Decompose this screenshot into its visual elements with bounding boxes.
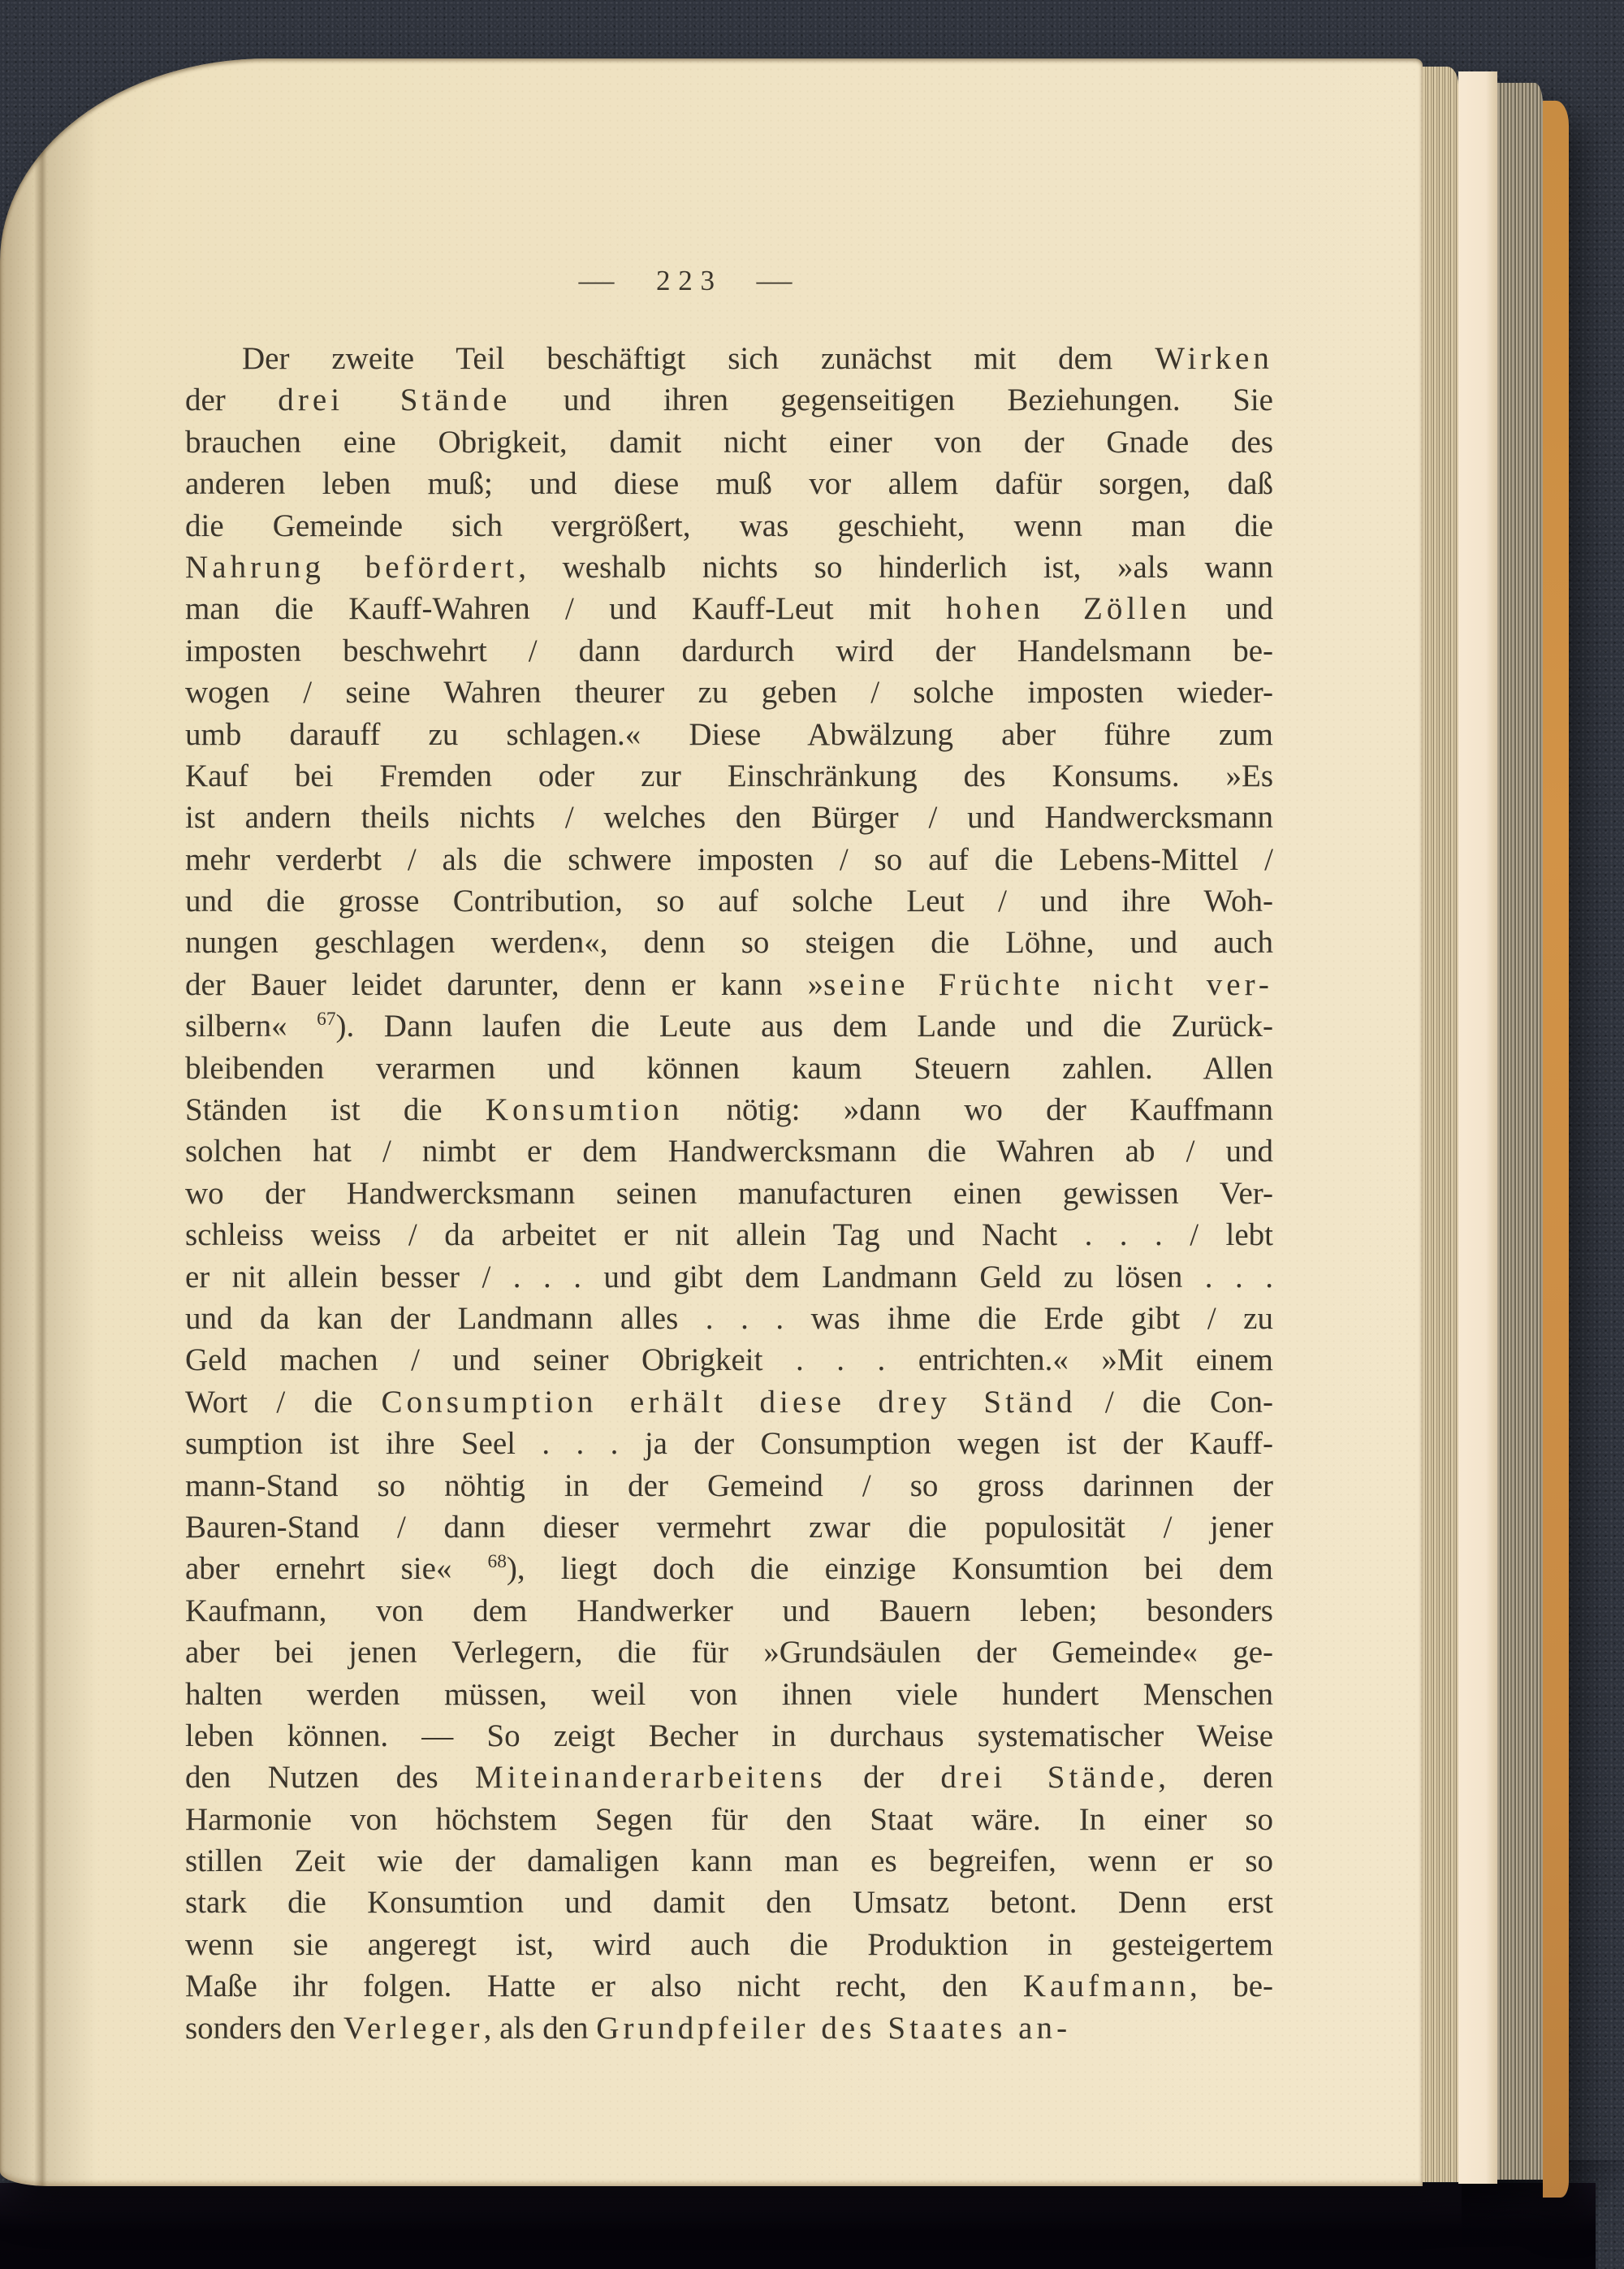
text-line <box>185 379 1273 421</box>
page-header <box>185 265 1186 297</box>
book-page <box>0 58 1423 2186</box>
text-segment: schleiss weiss / da arbeitet er nit allein Tag und Nacht . . . / lebt <box>185 1217 1273 1253</box>
text-segment: , be- <box>1190 1969 1273 2004</box>
text-segment: bleibenden verarmen und können kaum Steuern zahlen. Allen <box>185 1050 1273 1086</box>
text-line <box>185 1715 1273 1757</box>
text-line <box>185 421 1273 463</box>
text-segment: Konsumtion <box>485 1092 684 1128</box>
text-segment: Der zweite Teil beschäftigt sich zunächst mit dem <box>242 341 1155 376</box>
text-line <box>185 2008 1273 2049</box>
text-segment: seine Früchte nicht ver- <box>823 966 1273 1002</box>
text-segment: der <box>826 1760 941 1796</box>
text-line <box>185 1423 1273 1464</box>
text-segment: Geld machen / und seiner Obrigkeit . . . entrichten.« »Mit einem <box>185 1342 1273 1378</box>
text-line <box>185 1256 1273 1298</box>
text-line <box>185 1965 1273 2007</box>
book-bottom-shadow <box>0 2183 1596 2269</box>
text-line <box>185 1882 1273 1923</box>
text-line <box>185 1005 1273 1047</box>
text-segment: drei Stände <box>278 382 512 418</box>
text-line <box>185 1381 1273 1423</box>
text-segment: ). Dann laufen die Leute aus dem Lande und die Zurück- <box>335 1009 1273 1044</box>
text-line <box>185 714 1273 755</box>
text-line <box>185 1339 1273 1381</box>
text-line <box>185 1590 1273 1632</box>
text-segment: und <box>1190 591 1274 627</box>
text-segment: ist andern theils nichts / welches den Bürger / und Handwercksmann <box>185 800 1273 836</box>
text-segment: sumption ist ihre Seel . . . ja der Consumption wegen ist der Kauff- <box>185 1426 1273 1462</box>
text-line <box>185 463 1273 504</box>
text-segment: halten werden müssen, weil von ihnen viele hundert Menschen <box>185 1676 1273 1712</box>
text-line <box>185 1298 1273 1339</box>
text-line <box>185 964 1273 1005</box>
text-segment: Wort / die <box>185 1384 382 1420</box>
text-segment: , als den <box>483 2010 597 2046</box>
open-book <box>0 58 1569 2186</box>
text-segment: Ständen ist die <box>185 1092 486 1128</box>
text-segment: Verleger <box>343 2010 484 2046</box>
text-segment: Kaufmann, von dem Handwerker und Bauern leben; besonders <box>185 1593 1273 1628</box>
text-line <box>185 1130 1273 1172</box>
text-segment: wenn sie angeregt ist, wird auch die Produktion in gesteigertem <box>185 1926 1273 1962</box>
text-segment: leben können. — So zeigt Becher in durchaus systematischer Weise <box>185 1718 1273 1753</box>
text-line <box>185 1089 1273 1130</box>
text-line <box>185 1840 1273 1882</box>
text-segment: Consumption erhält diese drey Ständ <box>381 1384 1077 1420</box>
text-segment: umb darauff zu schlagen.« Diese Abwälzung aber führe zum <box>185 716 1273 752</box>
text-segment: anderen leben muß; und diese muß vor allem dafür sorgen, daß <box>185 466 1273 502</box>
footnote-marker: 68 <box>487 1551 507 1573</box>
text-line <box>185 1214 1273 1256</box>
text-segment: nungen geschlagen werden«, denn so steigen die Löhne, und auch <box>185 925 1273 961</box>
page-stack-edge-outer <box>1497 83 1543 2180</box>
text-segment: Grundpfeiler des Staates an- <box>596 2010 1072 2046</box>
text-line <box>185 672 1273 713</box>
text-segment: Miteinanderarbeitens <box>475 1760 827 1796</box>
text-segment: den Nutzen des <box>185 1760 476 1796</box>
text-segment: man die Kauff-Wahren / und Kauff-Leut mit <box>185 591 947 627</box>
book-cover-edge <box>1543 101 1569 2198</box>
text-line <box>185 1548 1273 1589</box>
text-segment: mann-Stand so nöhtig in der Gemeind / so gross darinnen der <box>185 1467 1273 1503</box>
text-line <box>185 1632 1273 1673</box>
text-segment: ), liegt doch die einzige Konsumtion bei dem <box>506 1551 1273 1587</box>
text-segment: der Bauer leidet darunter, denn er kann » <box>185 966 824 1002</box>
text-line <box>185 839 1273 880</box>
text-line <box>185 1757 1273 1798</box>
text-segment: mehr verderbt / als die schwere imposten / so auf die Lebens-Mittel / <box>185 841 1273 877</box>
text-segment: aber bei jenen Verlegern, die für »Grundsäulen der Gemeinde« ge- <box>185 1635 1273 1670</box>
text-segment: Harmonie von höchstem Segen für den Staat wäre. In einer so <box>185 1801 1273 1837</box>
text-segment: drei Stände <box>940 1760 1159 1796</box>
text-segment: wogen / seine Wahren theurer zu geben / solche imposten wieder- <box>185 675 1273 711</box>
text-segment: Nahrung befördert <box>185 549 519 585</box>
text-segment: Kaufmann <box>1022 1969 1190 2004</box>
text-segment: brauchen eine Obrigkeit, damit nicht einer von der Gnade des <box>185 424 1273 460</box>
text-segment: silbern« <box>185 1009 317 1044</box>
header-dash-right: — <box>756 265 793 296</box>
text-segment: stark die Konsumtion und damit den Umsatz betont. Denn erst <box>185 1885 1273 1921</box>
header-dash-left: — <box>578 265 615 296</box>
text-segment: Maße ihr folgen. Hatte er also nicht recht, den <box>185 1969 1023 2004</box>
text-segment: wo der Handwercksmann seinen manufacturen einen gewissen Ver- <box>185 1175 1273 1211</box>
text-segment: er nit allein besser / . . . und gibt dem Landmann Geld zu lösen . . . <box>185 1259 1273 1294</box>
text-segment: und da kan der Landmann alles . . . was ihme die Erde gibt / zu <box>185 1300 1273 1336</box>
text-segment: nötig: »dann wo der Kauffmann <box>683 1092 1273 1128</box>
text-segment: imposten beschwehrt / dann dardurch wird der Handelsmann be- <box>185 633 1273 668</box>
text-line <box>185 1506 1273 1548</box>
text-segment: stillen Zeit wie der damaligen kann man es begreifen, wenn er so <box>185 1843 1273 1879</box>
text-segment: sonders den <box>185 2010 343 2046</box>
text-segment: hohen Zöllen <box>946 591 1191 627</box>
text-segment: / die Con- <box>1076 1384 1273 1420</box>
text-segment: Bauren-Stand / dann dieser vermehrt zwar die populosität / jener <box>185 1509 1273 1545</box>
page-number: 223 <box>655 265 723 296</box>
text-segment: , weshalb nichts so hinderlich ist, »als wann <box>518 549 1273 585</box>
text-line <box>185 630 1273 672</box>
text-segment: Kauf bei Fremden oder zur Einschränkung des Konsums. »Es <box>185 758 1273 793</box>
footnote-marker: 67 <box>317 1009 336 1031</box>
text-segment: solchen hat / nimbt er dem Handwercksmann die Wahren ab / und <box>185 1134 1273 1169</box>
text-segment: , deren <box>1158 1760 1273 1796</box>
text-line <box>185 1799 1273 1840</box>
text-segment: Wirken <box>1155 341 1273 376</box>
text-line <box>185 1173 1273 1214</box>
text-segment: aber ernehrt sie« <box>185 1551 488 1587</box>
text-line <box>185 1465 1273 1506</box>
text-line <box>185 880 1273 922</box>
text-segment: und ihren gegenseitigen Beziehungen. Sie <box>511 382 1273 418</box>
text-segment: der <box>185 382 279 418</box>
underlying-page-edge <box>1458 71 1497 2184</box>
text-line <box>185 755 1273 797</box>
text-line <box>185 505 1273 547</box>
text-line <box>185 922 1273 963</box>
text-line <box>185 797 1273 838</box>
text-line <box>185 1674 1273 1715</box>
text-block <box>185 338 1273 2049</box>
text-line <box>185 588 1273 629</box>
text-segment: und die grosse Contribution, so auf solche Leut / und ihre Woh- <box>185 884 1273 919</box>
text-segment: die Gemeinde sich vergrößert, was geschieht, wenn man die <box>185 508 1273 543</box>
text-line <box>185 1048 1273 1089</box>
text-line <box>185 1924 1273 1965</box>
page-stack-edge-inner <box>1423 67 1458 2182</box>
text-line <box>185 547 1273 588</box>
text-line <box>185 338 1273 379</box>
